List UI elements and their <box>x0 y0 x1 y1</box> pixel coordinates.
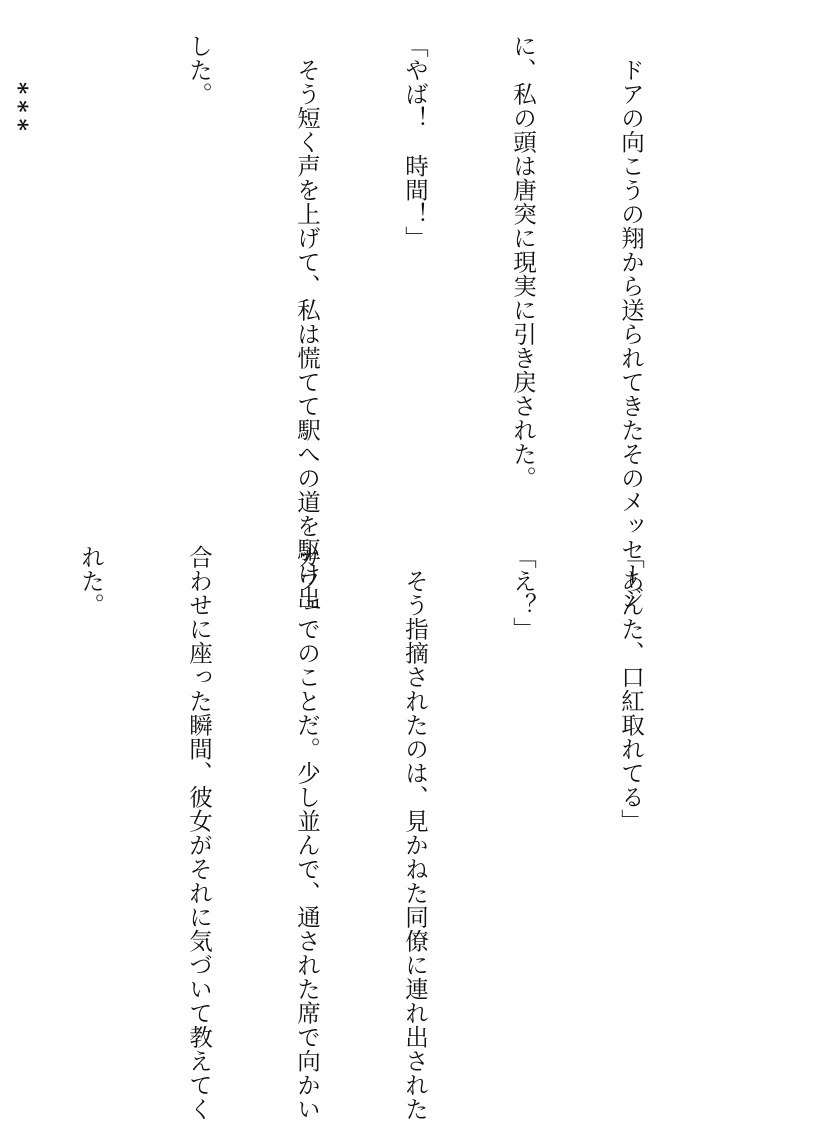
text-line: カフェでのことだ。少し並んで、通された席で向かい <box>293 545 321 1121</box>
text-line: 合わせに座った瞬間、彼女がそれに気づいて教えてく <box>185 545 213 1121</box>
scene-break-asterisks: *** <box>5 82 33 137</box>
dialogue-line: 「え？」 <box>509 545 537 641</box>
bottom-text-section <box>77 545 721 1121</box>
text-line: 「やば！ 時間！」 <box>401 34 429 250</box>
dialogue-line: 「あんた、口紅取れてる」 <box>617 545 645 833</box>
text-line: そう短く声を上げて、私は慌てて駅への道を駆け出 <box>293 34 321 610</box>
text-line: した。 <box>185 34 213 106</box>
text-line: に、私の頭は唐突に現実に引き戻された。 <box>509 34 537 490</box>
dialogue-line <box>0 545 1 1015</box>
text-line: れた。 <box>77 545 105 617</box>
top-text-section <box>5 34 721 610</box>
text-line: ドアの向こうの翔から送られてきたそのメッセージ <box>617 34 645 610</box>
text-line: そう指摘されたのは、見かねた同僚に連れ出された <box>401 545 429 1121</box>
